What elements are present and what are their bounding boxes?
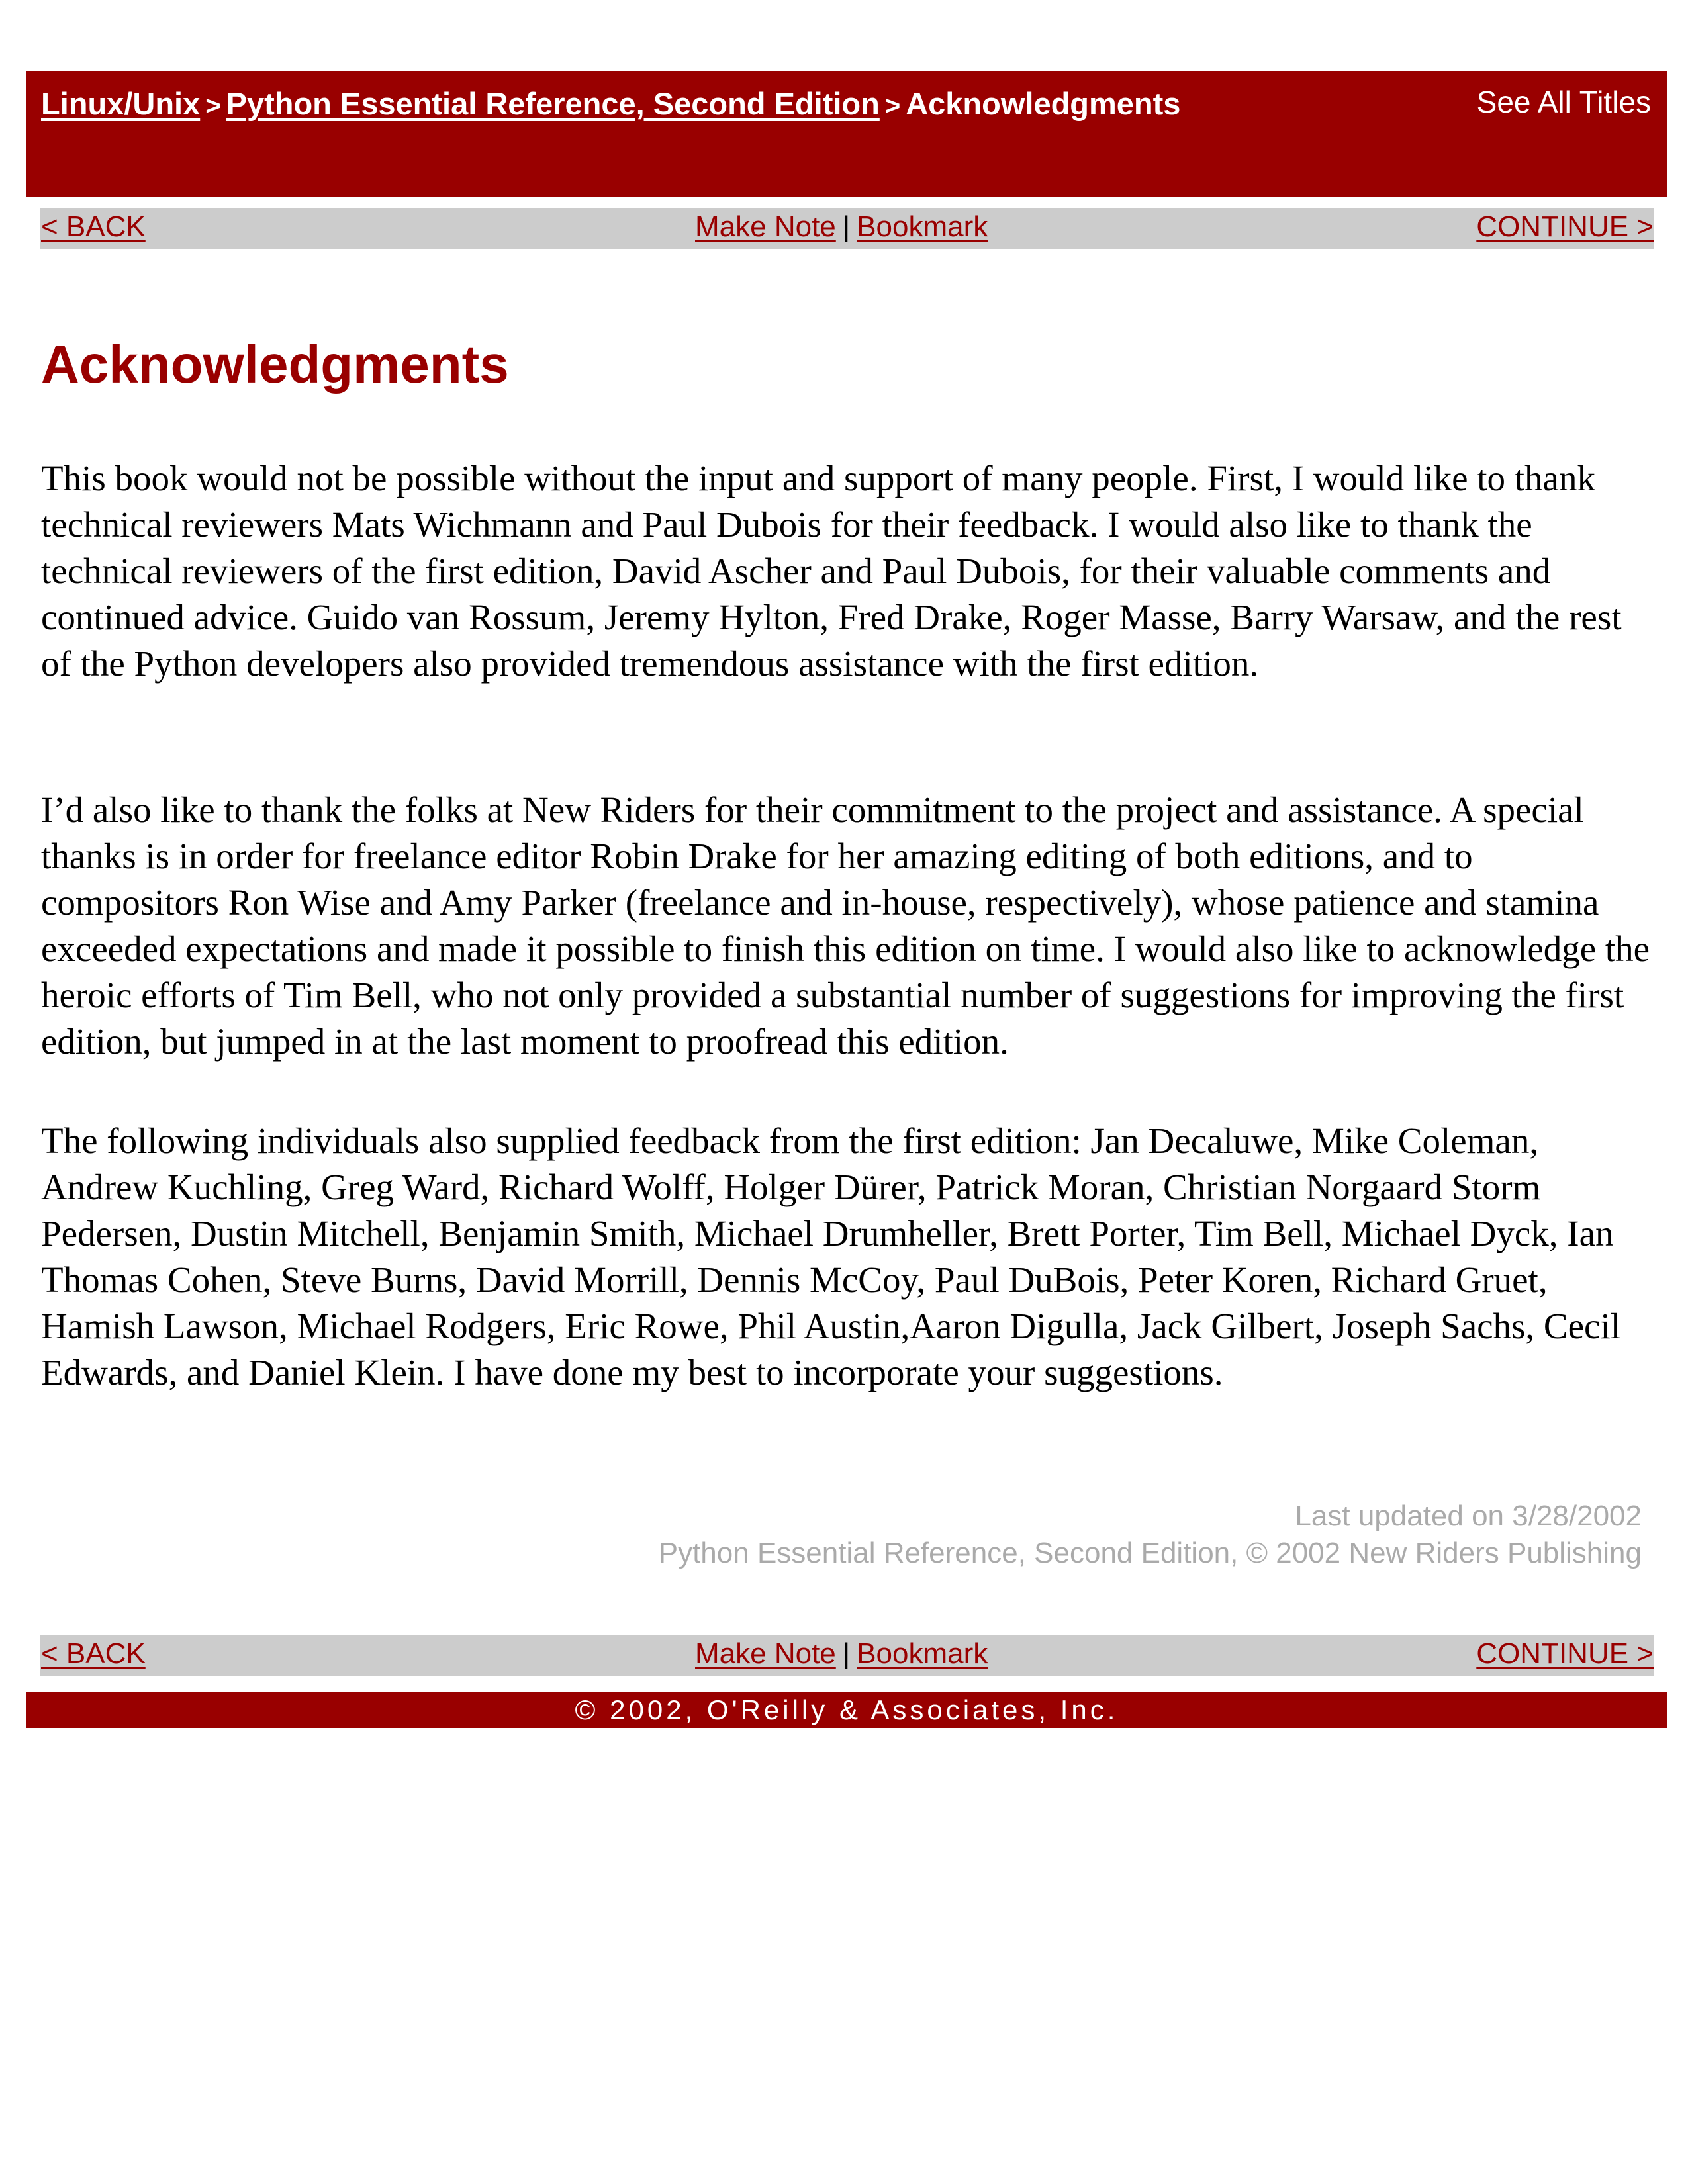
bookmark-link[interactable]: Bookmark — [857, 1637, 988, 1670]
note-bookmark-group — [695, 210, 988, 244]
bookmark-link[interactable]: Bookmark — [857, 210, 988, 243]
breadcrumb-separator: > — [884, 91, 901, 120]
book-copyright: Python Essential Reference, Second Edition, © 2002 New Riders Publishing — [658, 1537, 1642, 1569]
bottom-nav-bar — [40, 1635, 1654, 1676]
back-link[interactable]: < BACK — [41, 210, 146, 243]
paragraph: I’d also like to thank the folks at New Riders for their commitment to the project and assistance. A special thanks is in order for freelance editor Robin Drake for her amazing editing of both editions, and to compositors Ron Wise and Amy Parker (freelance and in-house, respectively), whose patience and stamina exceeded expectations and made it possible to finish this edition on time. I would also like to acknowledge the heroic efforts of Tim Bell, who not only provided a substantial number of suggestions for improving the first edition, but jumped in at the last moment to proofread this edition. — [41, 790, 1650, 1062]
nav-divider: | — [842, 210, 851, 243]
top-nav-bar — [40, 208, 1654, 249]
breadcrumb-link-linux-unix[interactable]: Linux/Unix — [41, 86, 201, 121]
back-link[interactable]: < BACK — [41, 1637, 146, 1670]
breadcrumb — [41, 85, 1180, 122]
paragraph: The following individuals also supplied feedback from the first edition: Jan Decaluwe, Mike Coleman, Andrew Kuchling, Greg Ward, Richard Wolff, Holger Dürer, Patrick Moran, Christian Norgaard Storm Pedersen, Dustin Mitchell, Benjamin Smith, Michael Drumheller, Brett Porter, Tim Bell, Michael Dyck, Ian Thomas Cohen, Steve Burns, David Morrill, Dennis McCoy, Paul DuBois, Peter Koren, Richard Gruet, Hamish Lawson, Michael Rodgers, Eric Rowe, Phil Austin,Aaron Digulla, Jack Gilbert, Joseph Sachs, Cecil Edwards, and Daniel Klein. I have done my best to incorporate your suggestions. — [41, 1120, 1621, 1392]
continue-link[interactable]: CONTINUE > — [1476, 1637, 1654, 1670]
breadcrumb-current: Acknowledgments — [906, 86, 1181, 121]
nav-divider: | — [842, 1637, 851, 1670]
footer-copyright: © 2002, O'Reilly & Associates, Inc. — [26, 1692, 1667, 1728]
see-all-titles-link[interactable]: See All Titles — [1476, 85, 1651, 119]
make-note-link[interactable]: Make Note — [695, 210, 836, 243]
make-note-link[interactable]: Make Note — [695, 1637, 836, 1670]
note-bookmark-group — [695, 1637, 988, 1670]
page-title: Acknowledgments — [41, 335, 509, 394]
breadcrumb-link-python-essential-reference[interactable]: Python Essential Reference, Second Edition — [226, 86, 880, 121]
paragraph: This book would not be possible without the input and support of many people. First, I would like to thank technical reviewers Mats Wichmann and Paul Dubois for their feedback. I would also like to thank the technical reviewers of the first edition, David Ascher and Paul Dubois, for their valuable comments and continued advice. Guido van Rossum, Jeremy Hylton, Fred Drake, Roger Masse, Barry Warsaw, and the rest of the Python developers also provided tremendous assistance with the first edition. — [41, 458, 1622, 684]
breadcrumb-separator: > — [205, 91, 221, 120]
continue-link[interactable]: CONTINUE > — [1476, 210, 1654, 243]
last-updated: Last updated on 3/28/2002 — [1295, 1500, 1642, 1532]
header-bar — [26, 71, 1667, 197]
